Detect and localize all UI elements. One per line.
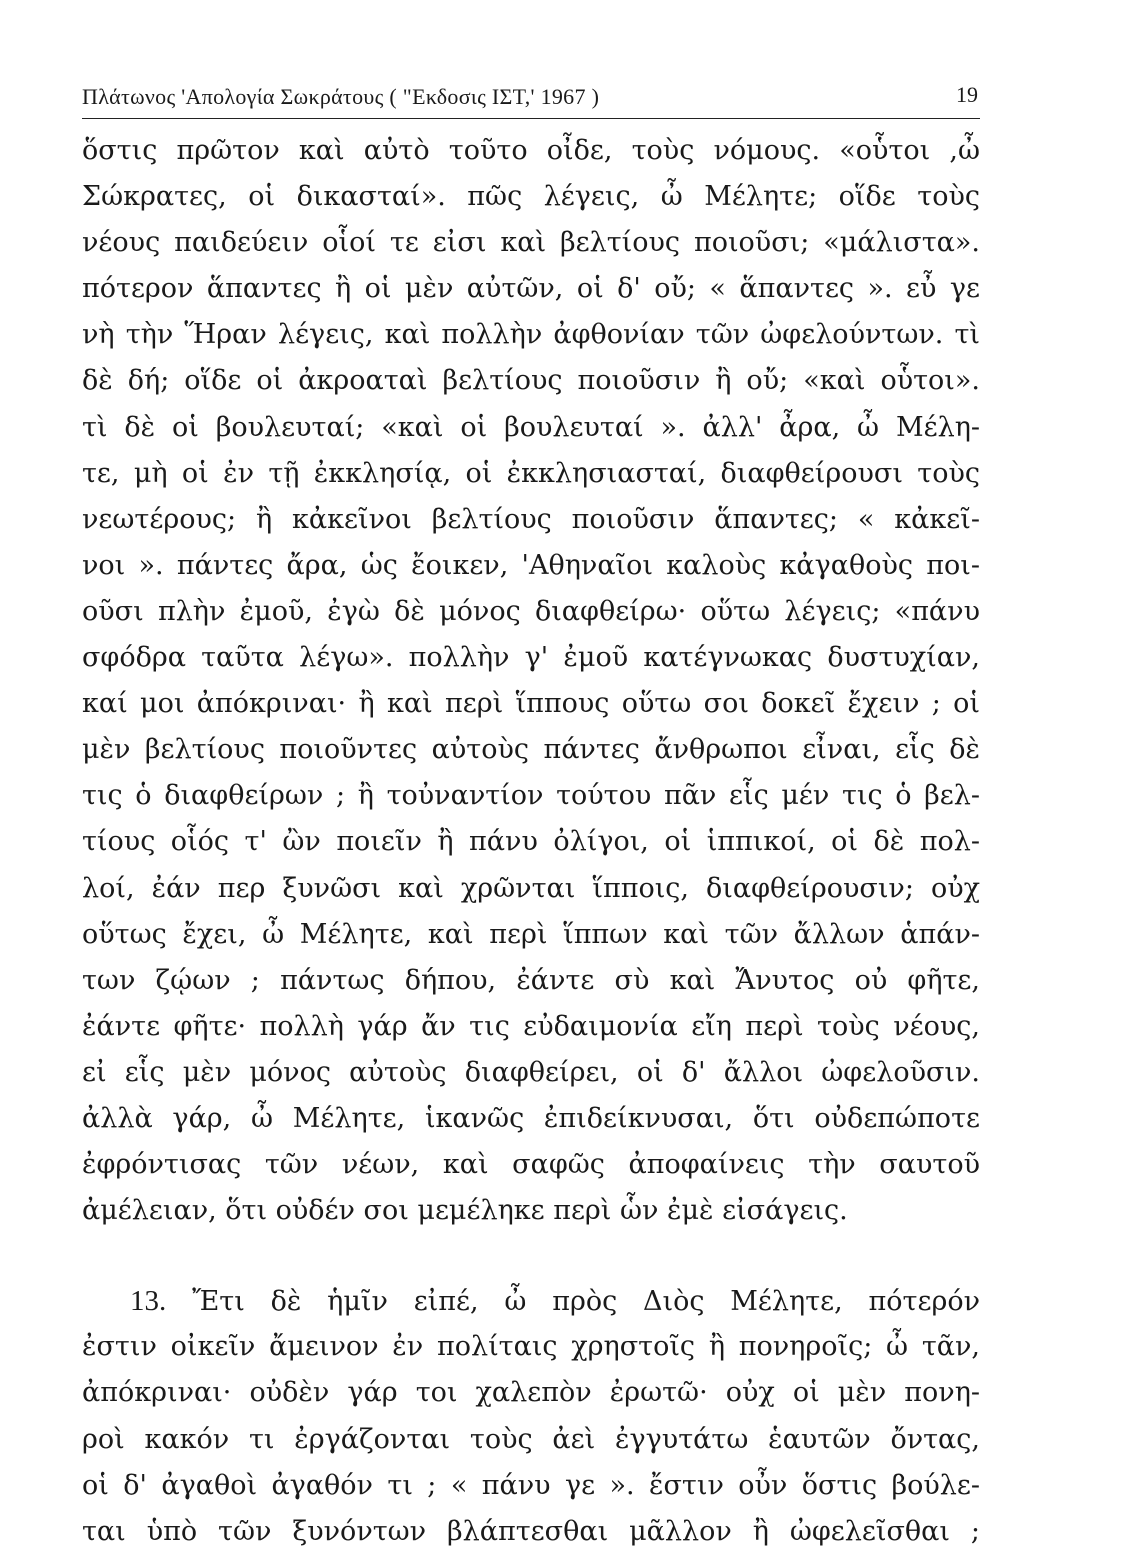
text-line: ἐφρόντισας τῶν νέων, καὶ σαφῶς ἀποφαίνεις τὴν σαυτοῦ — [82, 1149, 980, 1181]
section-first-line — [82, 1278, 980, 1324]
paragraph-2 — [82, 1278, 980, 1555]
text-line: νὴ τὴν Ἥραν λέγεις, καὶ πολλὴν ἀφθονίαν τῶν ὠφελούντων. τὶ — [82, 319, 980, 351]
text-line: νέους παιδεύειν οἷοί τε εἰσι καὶ βελτίους ποιοῦσι; «μάλιστα». — [82, 227, 980, 259]
text-line: λοί, ἐάν περ ξυνῶσι καὶ χρῶνται ἵπποις, διαφθείρουσιν; οὐχ — [82, 872, 980, 904]
text-line: ἐάντε φῆτε· πολλὴ γάρ ἄν τις εὐδαιμονία εἴη περὶ τοὺς νέους, — [82, 1010, 980, 1042]
text-line: νοι ». πάντες ἄρα, ὡς ἔοικεν, 'Αθηναῖοι καλοὺς κἀγαθοὺς ποι- — [82, 549, 980, 581]
text-line: εἰ εἷς μὲν μόνος αὐτοὺς διαφθείρει, οἱ δ' ἄλλοι ὠφελοῦσιν. — [82, 1056, 980, 1088]
text-line: ὅστις πρῶτον καὶ αὐτὸ τοῦτο οἶδε, τοὺς νόμους. «οὗτοι ,ὦ — [82, 135, 980, 166]
text-line: Σώκρατες, οἱ δικασταί». πῶς λέγεις, ὦ Μέλητε; οἵδε τοὺς — [82, 181, 980, 213]
text-line: ἐστιν οἰκεῖν ἄμεινον ἐν πολίταις χρηστοῖς ἢ πονηροῖς; ὦ τᾶν, — [82, 1331, 980, 1363]
text-line: τίους οἷός τ' ὢν ποιεῖν ἢ πάνυ ὀλίγοι, οἱ ἱππικοί, οἱ δὲ πολ- — [82, 826, 980, 858]
text-line: των ζῴων ; πάντως δήπου, ἐάντε σὺ καὶ Ἄνυτος οὐ φῆτε, — [82, 964, 980, 996]
header-title: Πλάτωνος 'Απολογία Σωκράτους ( "Εκδοσις ΙΣΤ,' 1967 ) — [82, 84, 600, 109]
text-line: ται ὑπὸ τῶν ξυνόντων βλάπτεσθαι μᾶλλον ἢ ὠφελεῖσθαι ; — [82, 1515, 980, 1547]
text-line: δὲ δή; οἵδε οἱ ἀκροαταὶ βελτίους ποιοῦσιν ἢ οὔ; «καὶ οὗτοι». — [82, 365, 980, 397]
header-rule — [82, 118, 980, 119]
text-line: πότερον ἅπαντες ἢ οἱ μὲν αὐτῶν, οἱ δ' οὔ; « ἅπαντες ». εὖ γε — [82, 273, 980, 305]
text-line: τις ὁ διαφθείρων ; ἢ τοὐναντίον τούτου πᾶν εἷς μέν τις ὁ βελ- — [82, 780, 980, 812]
body-text — [82, 128, 980, 1555]
paragraph-1 — [82, 128, 980, 1234]
page-number: 19 — [956, 82, 978, 107]
section-first-line-text: Ἔτι δὲ ἡμῖν εἰπέ, ὦ πρὸς Διὸς Μέλητε, πότερόν — [192, 1286, 980, 1318]
text-line: ροὶ κακόν τι ἐργάζονται τοὺς ἀεὶ ἐγγυτάτω ἑαυτῶν ὄντας, — [82, 1423, 980, 1455]
text-line: μὲν βελτίους ποιοῦντες αὐτοὺς πάντες ἄνθρωποι εἶναι, εἷς δὲ — [82, 734, 980, 766]
text-line: τὶ δὲ οἱ βουλευταί; «καὶ οἱ βουλευταί ». ἀλλ' ἆρα, ὦ Μέλη- — [82, 411, 980, 443]
text-line: τε, μὴ οἱ ἐν τῇ ἐκκλησίᾳ, οἱ ἐκκλησιασταί, διαφθείρουσι τοὺς — [82, 457, 980, 489]
section-number: 13. — [130, 1285, 167, 1318]
text-line: ἀμέλειαν, ὅτι οὐδέν σοι μεμέληκε περὶ ὧν ἐμὲ εἰσάγεις. — [82, 1195, 848, 1227]
text-line: οὕτως ἔχει, ὦ Μέλητε, καὶ περὶ ἵππων καὶ τῶν ἄλλων ἁπάν- — [82, 918, 980, 950]
text-line: ἀπόκριναι· οὐδὲν γάρ τοι χαλεπὸν ἐρωτῶ· οὐχ οἱ μὲν πονη- — [82, 1377, 980, 1409]
running-header — [82, 80, 980, 116]
text-line: οἱ δ' ἀγαθοὶ ἀγαθόν τι ; « πάνυ γε ». ἔστιν οὖν ὅστις βούλε- — [82, 1469, 980, 1501]
text-line: σφόδρα ταῦτα λέγω». πολλὴν γ' ἐμοῦ κατέγνωκας δυστυχίαν, — [82, 642, 980, 674]
text-line: νεωτέρους; ἢ κἀκεῖνοι βελτίους ποιοῦσιν ἅπαντες; « κἀκεῖ- — [82, 503, 980, 535]
paragraph-gap — [82, 1234, 980, 1278]
text-line: ἀλλὰ γάρ, ὦ Μέλητε, ἱκανῶς ἐπιδείκνυσαι, ὅτι οὐδεπώποτε — [82, 1102, 980, 1134]
text-line: καί μοι ἀπόκριναι· ἢ καὶ περὶ ἵππους οὕτω σοι δοκεῖ ἔχειν ; οἱ — [82, 688, 980, 720]
text-line: οῦσι πλὴν ἐμοῦ, ἐγὼ δὲ μόνος διαφθείρω· οὕτω λέγεις; «πάνυ — [82, 595, 980, 627]
